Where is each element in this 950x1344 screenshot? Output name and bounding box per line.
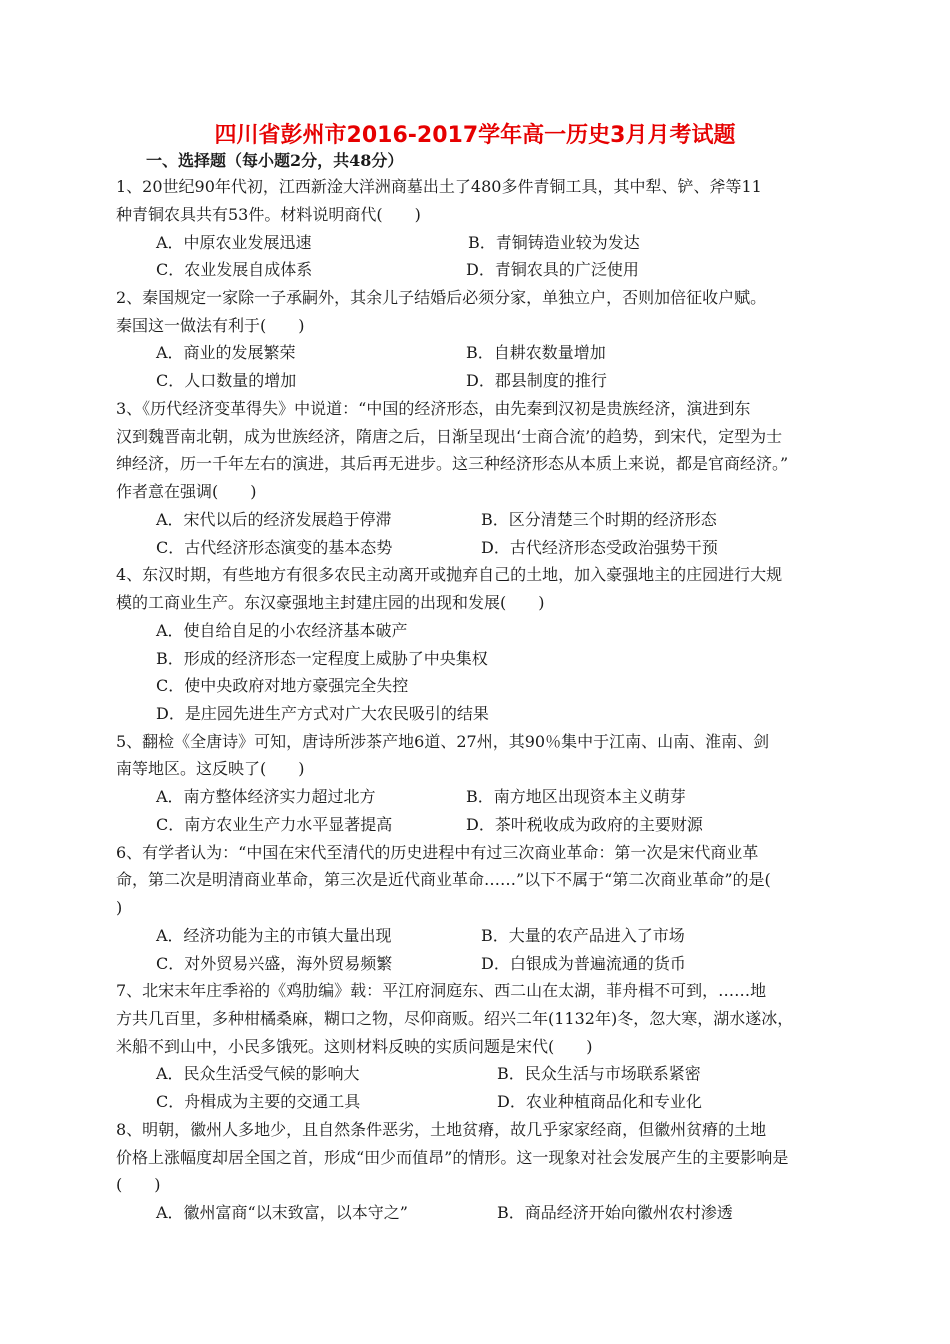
q5-option-b: B．南方地区出现资本主义萌芽 [466,787,686,806]
question-3-line-2: 汉到魏晋南北朝，成为世族经济，隋唐之后，日渐呈现出‘士商合流’的趋势，到宋代，定型为士 [116,427,783,446]
q1-option-a: A．中原农业发展迅速 [156,233,312,252]
question-3-line-3: 绅经济，历一千年左右的演进，其后再无进步。这三种经济形态从本质上来说，都是官商经济。” [116,454,789,473]
question-5-line-1: 5、翻检《全唐诗》可知，唐诗所涉茶产地6道、27州，其90％集中于江南、山南、淮南、剑 [116,732,770,751]
q3-option-a: A．宋代以后的经济发展趋于停滞 [156,510,392,529]
question-2-line-1: 2、秦国规定一家除一子承嗣外，其余儿子结婚后必须分家，单独立户，否则加倍征收户赋。 [116,288,767,307]
q8-option-b: B．商品经济开始向徽州农村渗透 [497,1203,733,1222]
question-5-line-2: 南等地区。这反映了( ) [116,759,305,778]
q4-option-b: B．形成的经济形态一定程度上威胁了中央集权 [156,649,488,668]
q5-option-a: A．南方整体经济实力超过北方 [156,787,376,806]
q2-option-b: B．自耕农数量增加 [466,343,606,362]
question-4-line-1: 4、东汉时期，有些地方有很多农民主动离开或抛弃自己的土地，加入豪强地主的庄园进行大规 [116,565,783,584]
exam-title: 四川省彭州市2016-2017学年高一历史3月月考试题 [214,123,736,148]
question-1-line-1: 1、20世纪90年代初，江西新淦大洋洲商墓出土了480多件青铜工具，其中犁、铲、斧等11 [116,177,762,196]
q6-option-b: B．大量的农产品进入了市场 [481,926,685,945]
question-6-line-2: 命，第二次是明清商业革命，第三次是近代商业革命……”以下不属于“第二次商业革命”的是( [116,870,771,889]
section-heading: 一、选择题（每小题2分，共48分） [146,151,404,170]
q6-option-c: C．对外贸易兴盛，海外贸易频繁 [156,954,393,973]
q3-option-d: D．古代经济形态受政治强势干预 [481,538,718,557]
q7-option-c: C．舟楫成为主要的交通工具 [156,1092,361,1111]
q3-option-c: C．古代经济形态演变的基本态势 [156,538,393,557]
q2-option-a: A．商业的发展繁荣 [156,343,296,362]
question-2-line-2: 秦国这一做法有利于( ) [116,316,305,335]
question-6-line-3: ) [116,898,123,917]
question-8-line-1: 8、明朝，徽州人多地少，且自然条件恶劣，土地贫瘠，故几乎家家经商，但徽州贫瘠的土地 [116,1120,767,1139]
q7-option-a: A．民众生活受气候的影响大 [156,1064,360,1083]
q4-option-a: A．使自给自足的小农经济基本破产 [156,621,408,640]
q2-option-c: C．人口数量的增加 [156,371,297,390]
q4-option-c: C．使中央政府对地方豪强完全失控 [156,676,409,695]
q3-option-b: B．区分清楚三个时期的经济形态 [481,510,717,529]
q4-option-d: D．是庄园先进生产方式对广大农民吸引的结果 [156,704,489,723]
q7-option-d: D．农业种植商品化和专业化 [497,1092,702,1111]
q2-option-d: D．郡县制度的推行 [466,371,607,390]
question-4-line-2: 模的工商业生产。东汉豪强地主封建庄园的出现和发展( ) [116,593,545,612]
q6-option-d: D．白银成为普遍流通的货币 [481,954,686,973]
q7-option-b: B．民众生活与市场联系紧密 [497,1064,701,1083]
q1-option-b: B．青铜铸造业较为发达 [468,233,640,252]
q1-option-c: C．农业发展自成体系 [156,260,313,279]
question-1-line-2: 种青铜农具共有53件。材料说明商代( ) [116,205,421,224]
question-7-line-3: 米船不到山中，小民多饿死。这则材料反映的实质问题是宋代( ) [116,1037,593,1056]
q8-option-a: A．徽州富商“以末致富，以本守之” [156,1203,408,1222]
question-6-line-1: 6、有学者认为：“中国在宋代至清代的历史进程中有过三次商业革命：第一次是宋代商业革 [116,843,759,862]
q6-option-a: A．经济功能为主的市镇大量出现 [156,926,392,945]
q5-option-c: C．南方农业生产力水平显著提高 [156,815,393,834]
q5-option-d: D．茶叶税收成为政府的主要财源 [466,815,703,834]
question-8-line-2: 价格上涨幅度却居全国之首，形成“田少而值昂”的情形。这一现象对社会发展产生的主要影响是 [116,1148,789,1167]
question-3-line-4: 作者意在强调( ) [116,482,257,501]
question-7-line-1: 7、北宋末年庄季裕的《鸡肋编》载：平江府洞庭东、西二山在太湖，菲舟楫不可到，……地 [116,981,767,1000]
q1-option-d: D．青铜农具的广泛使用 [466,260,639,279]
question-3-line-1: 3、《历代经济变革得失》中说道：“中国的经济形态，由先秦到汉初是贵族经济，演进到东 [116,399,751,418]
question-7-line-2: 方共几百里，多种柑橘桑麻，糊口之物，尽仰商贩。绍兴二年(1132年)冬，忽大寒，湖水遂冰， [116,1009,794,1028]
question-8-line-3: ( ) [116,1175,161,1194]
